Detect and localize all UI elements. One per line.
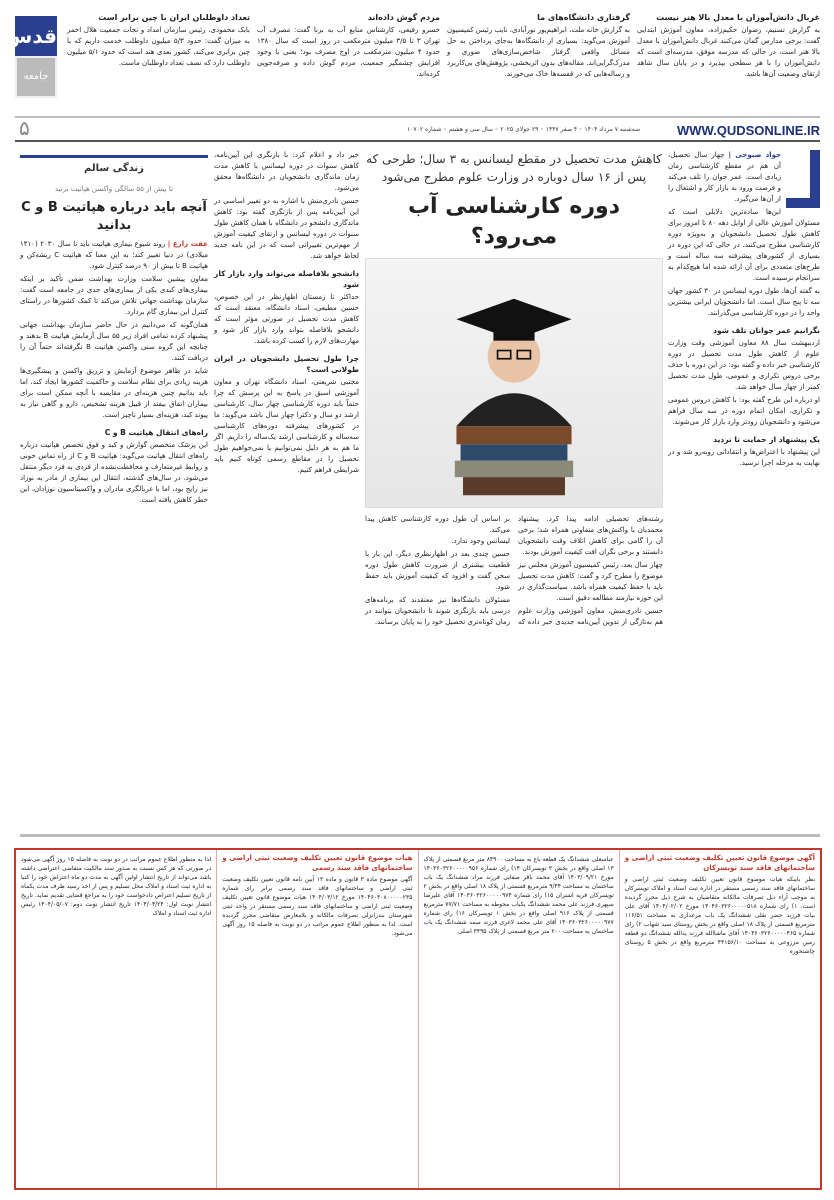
paragraph: رشته‌های تحصیلی ادامه پیدا کرد. پیشنهاد محمدیان با واکنش‌های متفاوتی همراه شد؛ برخی آن را گامی برای کاهش اتلاف وقت دانشجویان دانستند و برخی نگران افت کیفیت آموزش بودند. [518,515,663,556]
paragraph: حداکثر تا زمستان اظهارنظر در این خصوص، حسین مطیعی، استاد دانشگاه، معتقد است که کاهش مدت تحصیل در صورتی مؤثر است که دانشجو بلافاصله بتواند وارد بازار کار شود و مهارت‌های لازم را کسب کرده باشد. [214,293,359,345]
page-header-bar [15,116,820,142]
headline: دوره کارشناسی آب می‌رود؟ [407,194,621,249]
brief-title: گرفتاری دانشگاه‌های ما [537,13,630,22]
paragraph: همان‌گونه که می‌دانیم در حال حاضر سازمان بهداشت جهانی پیشنهاد کرده تمامی افراد زیر ۵۵ سال آزمایش هپاتیت B بدهند و چنانچه این گروه سنی واکسن هپاتیت B نگرفته‌اند حتماً آن را دریافت کنند. [20,321,208,362]
notice-text: لذا به منظور اطلاع عموم مراتب در دو نوبت به فاصله ۱۵ روز آگهی می‌شود در صورتی که هر کس نسبت به صدور سند مالکیت متقاضی اعتراضی داشته باشد می‌تواند از تاریخ انتشار اولین آگهی به مدت دو ماه اعتراض خود را کتبا به اداره ثبت اسناد و املاک محل تسلیم و پس از اخذ رسید ظرف مدت یکماه از تاریخ تسلیم اعتراض دادخواست خود را به مراجع قضایی تقدیم نماید. تاریخ انتشار نوبت اول: ۱۴۰۴/۰۴/۲۴ تاریخ انتشار نوبت دوم: ۱۴۰۴/۰۵/۰۷ رئیس اداره ثبت اسناد و املاک [21,856,212,917]
brief-3 [257,12,440,80]
notice [16,850,216,1188]
newspaper-logo [4,16,57,98]
main-article [365,150,663,630]
brief-title: مردم گوش داده‌اند [367,13,440,22]
notice [216,850,417,1188]
notice-title: هیات موضوع قانون تعیین تکلیف وضعیت ثبتی اراضی و ساختمانهای فاقد سند رسمی [222,854,413,872]
brief-text: به گزارش خانه ملت، ابراهیم‌پور نورآبادی، نایب رئیس کمیسیون آموزش می‌گوید: بسیاری از دانشگاه‌ها به‌جای پرداختن به حل مسائل واقعی گرفتار شاخص‌سازی‌های صوری و مدرک‌گرایی‌اند. مقاله‌های بدون اثربخشی، پژوهش‌های بی‌کاربرد و رساله‌هایی که در قفسه‌ها خاک می‌خورند. [447,26,630,78]
divider [20,834,820,837]
column-subtitle: تا پیش از ۵۵ سالگی واکسن هپاتیت بزنید [55,185,173,193]
subheading: یک پیشنهاد از حمایت تا تردید [713,435,820,444]
column-title: زندگی سالم [20,155,208,176]
notice [619,850,820,1188]
byline: عفت زارع | [167,240,208,248]
paragraph: حسین نادری‌منش با اشاره به دو تغییر اساسی در این آیین‌نامه پس از بازنگری گفته بود: کاهش ماندگاری دانشجو در دانشگاه با همان کاهش طول سنوات در دوره لیسانس و ارتقای کیفیت آموزش از مهم‌ترین تغییراتی است که در این نامه جدید لحاظ خواهد شد. [214,197,359,260]
paragraph: او درباره این طرح گفته بود: با کاهش دروس عمومی و تکراری، امکان اتمام دوره در سه سال فراهم می‌شود و دانشجویان زودتر وارد بازار کار می‌شوند. [668,396,820,426]
paragraph: این‌ها ساده‌ترین دلایلی است که مسئولان آموزش عالی از اوایل دهه ۸۰ تا امروز برای کاهش طول تحصیل دانشجویان و به‌ویژه دوره کارشناسی مطرح می‌کنند. در حالی که این دوره در بسیاری از کشورهای پیشرفته سه ساله است و طرح‌های متعددی برای آن ارائه شده اما هیچ‌کدام به سرانجام نرسیده است. [668,208,821,282]
article-right-column [668,150,820,471]
paragraph: چهار سال تحصیل، آن هم در مقطع کارشناسی زمان زیادی است. عمر جوان را تلف می‌کند و فرصت ورود به بازار کار و اشتغال را از آن‌ها می‌گیرد. [668,151,781,203]
graduate-photo [365,258,663,508]
paragraph: چهار سال بعد، رئیس کمیسیون آموزش مجلس نیز موضوع را مطرح کرد و گفت: کاهش مدت تحصیل باید با حفظ کیفیت همراه باشد. سیاست‌گذاری در این حوزه نیازمند مطالعه دقیق است. [518,561,663,602]
paragraph: روند شیوع بیماری هپاتیت باید تا سال ۲۰۳۰ (۱۴۱۰ میلادی) در دنیا تغییر کند؛ به این معنا که هپاتیت C ریشه‌کن و هپاتیت B تا بیش از ۹۰ درصد کنترل شود. [20,240,208,270]
paragraph: شاید در ظاهر موضوع آزمایش و تزریق واکسن و پیشگیری‌ها هزینه زیادی برای نظام سلامت و حاکمیت کشورها ایجاد کند، اما باید بدانیم چنین هزینه‌ای در مقایسه با آنچه ممکن است برای بیماران اتفاق بیفتد از قبیل هزینه تشخیص، دارو و گاهی نیاز به پیوند کبد، هزینه‌ای بسیار ناچیز است. [20,367,208,419]
notice-title: آگهی موضوع قانون تعیین تکلیف وضعیت ثبتی اراضی و ساختمانهای فاقد سند تویسرکان [624,854,815,872]
paragraph: اردیبهشت سال ۸۸ معاون آموزشی وقت وزارت علوم از کاهش طول مدت تحصیل در دوره کارشناسی خبر داده و گفته بود: در این دوره با حذف برخی دروس تکراری و عمومی، طول مدت تحصیل کمتر از چهار سال خواهد شد. [668,339,820,391]
paragraph: این پزشک متخصص گوارش و کبد و فوق تخصص هپاتیت درباره راه‌های انتقال هپاتیت می‌گوید: هپاتیت B و C از راه تماس خونی و روابط غیرمتعارف و محافظت‌نشده از فردی به فرد دیگر منتقل می‌شود. در سال‌های گذشته، انتقال این بیماری از مادر به نوزاد نیز رایج بود، اما با غربالگری مادران و واکسیناسیون نوزادان، این خطر کاهش یافته است. [20,441,208,504]
supertitle: کاهش مدت تحصیل در مقطع لیسانس به ۳ سال؛ طرحی که پس از ۱۶ سال دوباره در وزارت علوم مطرح می‌شود [366,152,662,184]
notice-text: عباسعلی ششدانگ یک قطعه باغ به مساحت ۸۴۹۰۰ متر مربع قسمتی از پلاک ۱۳ اصلی واقع در بخش ۳ تویسرکان ۱۴) رای شماره ۱۴۰۳۶۰۳۲۶۰۰۰۰۰۹۵۶ مورخ ۱۴۰۳/۰۹/۲۱ آقای محمد باقر صفایی فرزند مراد ششدانگ یک باب ساختمان به مساحت ۹/۴۴ مترمربع قسمتی از پلاک ۱۸ اصلی واقع در بخش ۲ تویسرکان قریه اشتران ۱۵) رای شماره ۱۴۰۳۶۰۳۲۶۰۰۰۰۰۹۷۴ آقای علیرضا سپهری فرزند علی محمد ششدانگ یکباب محوطه به مساحت ۷۷/۷۱ مترمربع قسمتی از پلاک ۹۱۶ اصلی واقع در بخش ۱ تویسرکان ۱۶) رای شماره ۱۴۰۳۶۰۳۲۶۰۰۰۰۰۹۷۷ آقای علی محمد لاغری فرزند صمد ششدانگ یک باب ساختمان به مساحت ۲۰۰ متر مربع قسمتی از پلاک ۳۴۹۵ اصلی [423,856,614,935]
dateline: سه‌شنبه ۷ مرداد ۱۴۰۴ ◦ ۴ صفر ۱۴۴۷ ◦ ۲۹ جولای ۲۰۲۵ ◦ سال سی و هشتم ◦ شماره ۱۰۷۰۲ [406,126,640,133]
kicker-bracket [786,150,820,208]
brief-1 [637,12,820,80]
paragraph: به گفته آن‌ها، طول دوره لیسانس در ۳۰ کشور جهان سه تا پنج سال است. اما دانشجویان ایرانی بیشترین واحد را در دوره کارشناسی می‌گذرانند. [668,287,820,317]
brief-title: تعداد داوطلبان ایران با چین برابر است [98,13,250,22]
legal-notices [14,848,822,1190]
brief-text: بابک محمودی، رئیس سازمان امداد و نجات جمعیت هلال احمر به میزان گفت: حدود ۵/۳ میلیون داوطلب خدمت داریم که با چین برابری می‌کند، کشور بعدی هند است که حدود ۵/۱ میلیون داوطلب دارد که نصف تعداد داوطلبان ماست. [67,26,251,67]
paragraph: مجتبی شریعتی، استاد دانشگاه تهران و معاون آموزشی اسبق در پاسخ به این پرسش که چرا حتماً باید دوره کارشناسی چهار سال، کارشناسی ارشد دو سال و دکترا چهار سال باشد می‌گوید: ما در کشورهای پیشرفته دوره‌های کارشناسی سه‌ساله و کارشناسی ارشد یک‌ساله را داریم. اگر ما هم به هر دلیل نمی‌توانیم یا نمی‌خواهیم طول تحصیل را در مقاطع رسمی کوتاه کنیم باید شرایطی فراهم کنیم. [214,378,359,474]
page-number: ۵ [19,116,30,140]
article-center-text [365,514,663,630]
subheading: دانشجو بلافاصله می‌تواند وارد بازار کار شود [214,269,359,289]
paragraph: حسین چندی بعد در اظهارنظری دیگر، این بار با قطعیت بیشتری از ضرورت کاهش طول دوره سخن گفت و افزود که کیفیت آموزش باید حفظ شود. [365,550,510,591]
notice-text: آگهی موضوع ماده ۳ قانون و ماده ۱۳ آیین نامه قانون تعیین تکلیف وضعیت ثبتی اراضی و ساختمانهای فاقد سند رسمی برابر رای شماره ۱۴۰۴۶۰۳۰۸۰۰۰۰۰۲۳۵ مورخ ۱۴۰۴/۰۳/۱۲ هیات موضوع قانون تعیین تکلیف وضعیت ثبتی اراضی و ساختمانهای فاقد سند رسمی مستقر در واحد ثبتی شهرستان بندرانزلی تصرفات مالکانه و بلامعارض متقاضی محرز گردیده است. لذا به منظور اطلاع عموم مراتب در دو نوبت به فاصله ۱۵ روز آگهی می‌شود. [222,876,413,937]
notice-text: نظر باینکه هیات موضوع قانون تعیین تکلیف وضعیت ثبتی اراضی و ساختمانهای فاقد سند رسمی مستقر در اداره ثبت اسناد و املاک تویسرکان به موجب آراء ذیل تصرفات مالکانه متقاضیان به شرح ذیل محرز گردیده است. ۱) رای شماره ۱۴۰۴۶۰۳۲۶۰۰۰۰۰۵۱۸ مورخ ۱۴۰۴/۰۲/۰۲ آقای علی بیات فرزند حضر نقلی ششدانگ یک باب مرغداری به مساحت ۱۱۶/۵۱ مترمربع قسمتی از پلاک ۱۸ اصلی واقع در بخش روستای سید شهاب ۲) رای شماره ۱۴۰۴۶۰۳۲۶۰۰۰۰۰۴۶۵ آقای ماشاالله فرزند یدالله ششدانگ دو قطعه زمین مزروعی به مساحت ۴۴۱۵۶/۱۰ مترمربع واقع در بخش ۵ روستای چاشتخوره [624,876,816,955]
subheading: چرا طول تحصیل دانشجویان در ایران طولانی است؟ [214,354,359,374]
brief-text: به گزارش تسنیم، رضوان حکیم‌زاده، معاون آموزش ابتدایی گفت: برخی مدارس گمان می‌کنند غربال دانش‌آموزان با معدل بالا هنر است، در حالی که مدرسه موفق، مدرسه‌ای است که دانش‌آموزان را با هر سطحی بپذیرد و در پایان سال شاهد ارتقای وضعیت آن‌ها باشد. [637,26,820,78]
subheading: راه‌های انتقال هپاتیت B و C [104,428,208,437]
article-column-3 [214,150,359,478]
paragraph: لیسانس وجود ندارد. [451,537,510,545]
brief-title: غربال دانش‌آموزان با معدل بالا هنر نیست [656,13,820,22]
column-headline: آنچه باید درباره هپاتیت B و C بدانید [21,200,207,233]
section-label: جامعه [15,56,57,98]
paragraph: این پیشنهاد با اعتراض‌ها و انتقاداتی روبه‌رو شد و در نهایت به مرحله اجرا نرسید. [668,448,820,467]
paragraph: حسین نادری‌منش، معاون آموزشی وزارت علوم هم به‌تازگی از تدوین آیین‌نامه جدیدی خبر داده که بر اساس آن طول دوره کارشناسی کاهش پیدا می‌کند. [365,515,663,626]
brief-4 [67,12,250,69]
logo-brand: قدس [15,16,57,56]
healthy-life-column [20,155,208,508]
brief-2 [447,12,630,80]
article-center-column-2 [365,536,510,628]
brief-text: خسرو رفیعی، کارشناس منابع آب به برنا گفت: مصرف آب تهران ۳ تا ۳/۵ میلیون مترمکعب در روز است که سال ۱۳۸۰ حدود ۴ میلیون مترمکعب در اوج مصرف بود؛ یعنی با وجود افزایش چشمگیر جمعیت، مردم گوش داده و صرفه‌جویی کرده‌اند. [257,26,440,78]
site-url[interactable]: WWW.QUDSONLINE.IR [677,123,820,138]
paragraph: مسئولان دانشگاه‌ها نیز معتقدند که برنامه‌های درسی باید بازنگری شوند تا دانشجویان بتوانند در زمان کوتاه‌تری تحصیل خود را به پایان برسانند. [365,596,510,626]
paragraph: معاون پیشین سلامت وزارت بهداشت ضمن تأکید بر اینکه بیماری‌های کبدی یکی از بیماری‌های جدی در جامعه است گفت: سازمان بهداشت جهانی تلاش می‌کند تا کمک کشورها در راستای کنترل این بیماری گام بردارد. [20,275,208,316]
notice [418,850,619,1188]
byline: جواد صبوحی | [728,151,782,159]
paragraph: خبر داد و اعلام کرد: با بازنگری این آیین‌نامه، کاهش سنوات در دوره لیسانس با کاهش مدت زمان ماندگاری دانشجویان در دانشگاه‌ها محقق می‌شود. [214,151,359,192]
subheading: نگرانیم عمر جوانان تلف شود [713,326,820,335]
